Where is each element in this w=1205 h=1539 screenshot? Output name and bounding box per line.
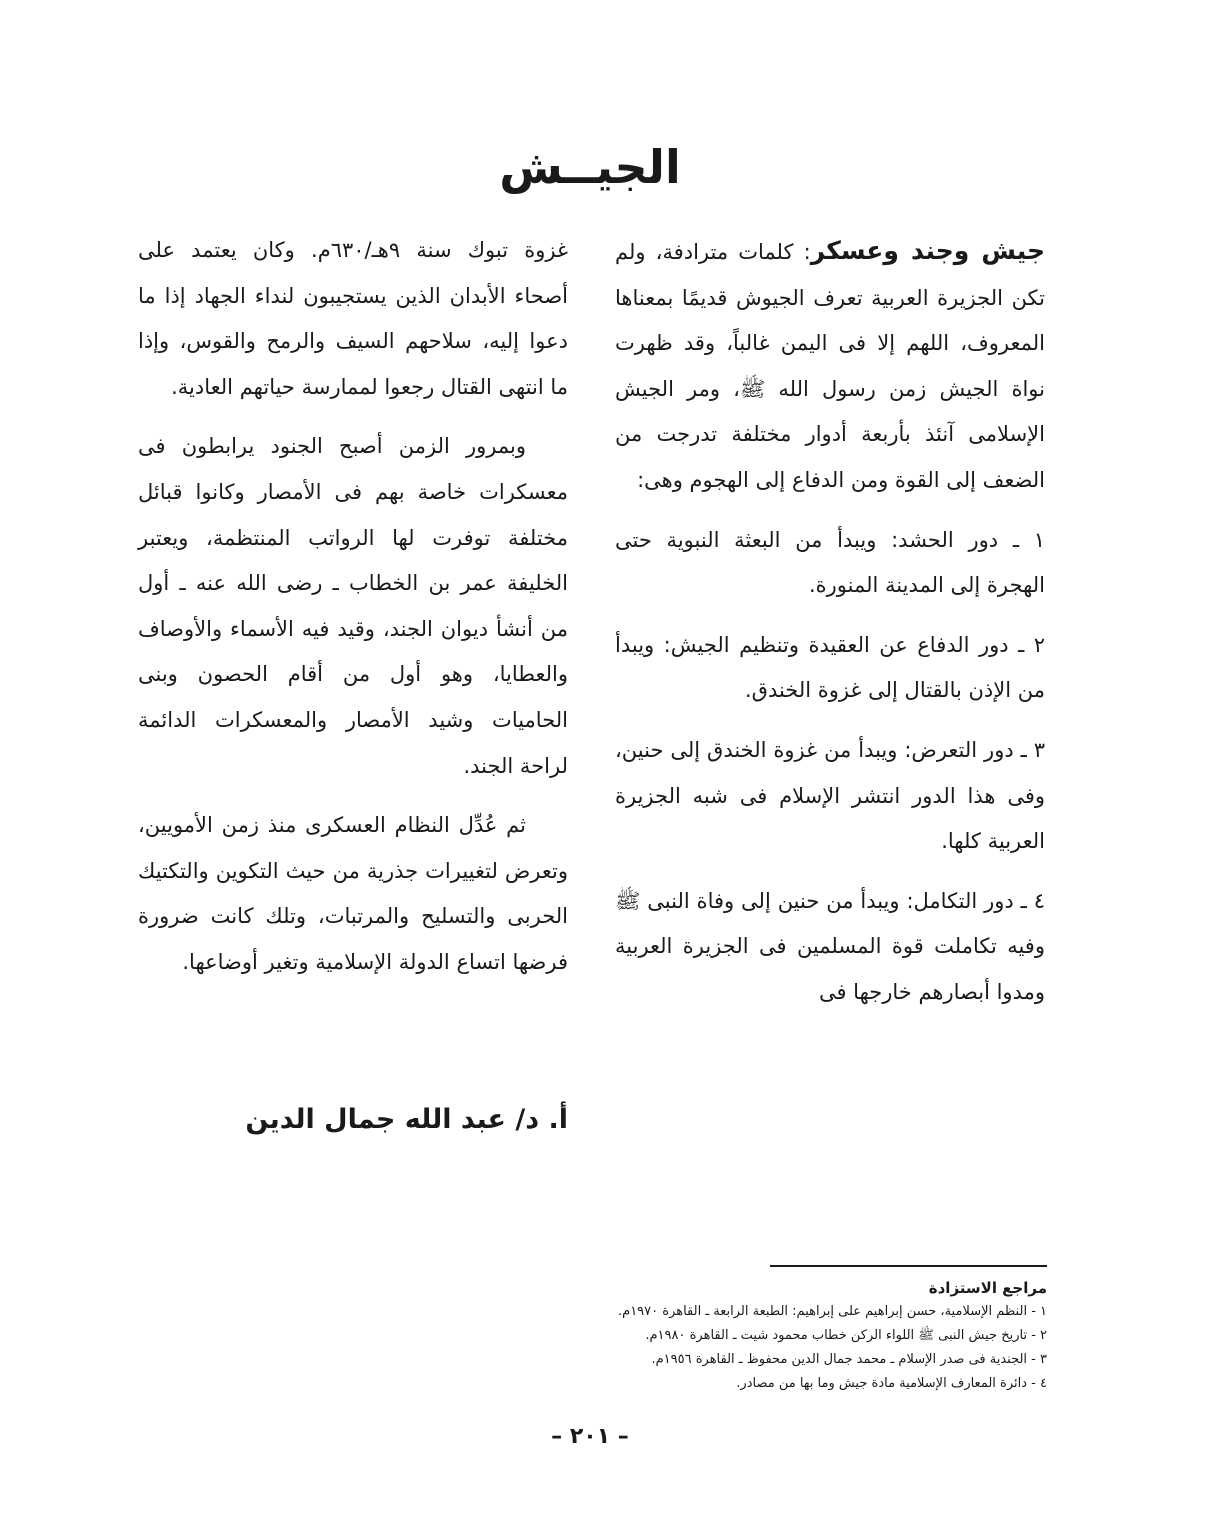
stage-1: ١ ـ دور الحشد: ويبدأ من البعثة النبوية حتى الهجرة إلى المدينة المنورة.	[615, 527, 1045, 598]
right-column	[615, 228, 1045, 1016]
reference-item: ٢ - تاريخ جيش النبى ﷺ اللواء الركن خطاب محمود شيت ـ القاهرة ١٩٨٠م.	[645, 1328, 1047, 1343]
reference-item: ٣ - الجندية فى صدر الإسلام ـ محمد جمال الدين محفوظ ـ القاهرة ١٩٥٦م.	[651, 1352, 1047, 1367]
stage-3: ٣ ـ دور التعرض: ويبدأ من غزوة الخندق إلى حنين، وفى هذا الدور انتشر الإسلام فى شبه الجزيرة العربية كلها.	[615, 737, 1045, 854]
stage-2: ٢ ـ دور الدفاع عن العقيدة وتنظيم الجيش: ويبدأ من الإذن بالقتال إلى غزوة الخندق.	[615, 632, 1045, 703]
reference-item: ١ - النظم الإسلامية، حسن إبراهيم على إبراهيم: الطبعة الرابعة ـ القاهرة ١٩٧٠م.	[618, 1304, 1047, 1319]
stage-4: ٤ ـ دور التكامل: ويبدأ من حنين إلى وفاة النبى ﷺ وفيه تكاملت قوة المسلمين فى الجزيرة العربية ومدوا أبصارهم خارجها فى	[615, 888, 1045, 1004]
paragraph-1: غزوة تبوك سنة ٩هـ/٦٣٠م. وكان يعتمد على أصحاء الأبدان الذين يستجيبون لنداء الجهاد إذا ما دعوا إليه، سلاحهم السيف والرمح والقوس، وإذا ما انتهى القتال رجعوا لممارسة حياتهم العادية.	[138, 238, 568, 399]
article-title: الجيــش	[499, 140, 681, 194]
page-number: – ٢٠١ –	[551, 1424, 629, 1449]
reference-item: ٤ - دائرة المعارف الإسلامية مادة جيش وما بها من مصادر.	[736, 1376, 1047, 1391]
references-divider	[770, 1265, 1047, 1267]
paragraph-3: ثم عُدِّل النظام العسكرى منذ زمن الأمويين، وتعرض لتغييرات جذرية من حيث التكوين والتكتيك الحربى والتسليح والمرتبات، وتلك كانت ضرورة فرضها اتساع الدولة الإسلامية وتغير أوضاعها.	[138, 813, 568, 974]
paragraph-2: وبمرور الزمن أصبح الجنود يرابطون فى معسكرات خاصة بهم فى الأمصار وكانوا قبائل مختلفة توفرت لها الرواتب المنتظمة، ويعتبر الخليفة عمر بن الخطاب ـ رضى الله عنه ـ أول من أنشأ ديوان الجند، وقيد فيه الأسماء والأوصاف والعطايا، وهو أول من أقام الحصون وبنى الحاميات وشيد الأمصار والمعسكرات الدائمة لراحة الجند.	[138, 434, 568, 778]
intro-text: : كلمات مترادفة، ولم تكن الجزيرة العربية تعرف الجيوش قديمًا بمعناها المعروف، اللهم إلا فى اليمن غالباً، وقد ظهرت نواة الجيش زمن رسول الله ﷺ، ومر الجيش الإسلامى آنئذ بأربعة أدوار مختلفة تدرجت من الضعف إلى القوة ومن الدفاع إلى الهجوم وهى:	[615, 240, 1045, 492]
references-title: مراجع الاستزادة	[928, 1279, 1047, 1297]
references	[500, 1276, 1047, 1396]
references-list	[500, 1300, 1047, 1396]
left-column	[138, 228, 568, 986]
lead-term: جيش وجند وعسكر	[810, 236, 1045, 265]
intro-paragraph	[615, 228, 1045, 504]
author-signature: أ. د/ عبد الله جمال الدين	[245, 1104, 568, 1135]
